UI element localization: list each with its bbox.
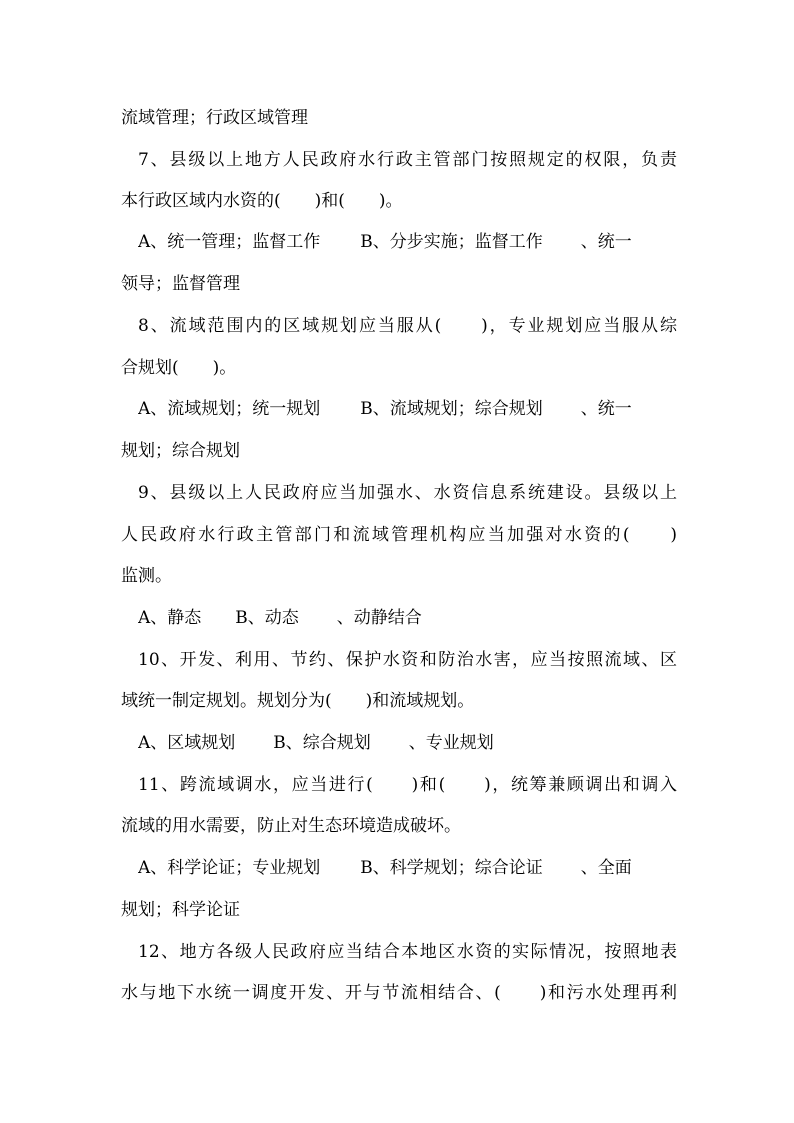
question-8-line-1: 8、流域范围内的区域规划应当服从( )，专业规划应当服从综 xyxy=(138,316,677,336)
question-11-options xyxy=(138,856,677,880)
option-b: B、分步实施；监督工作 xyxy=(360,232,543,252)
text-line: 流域管理；行政区域管理 xyxy=(121,108,308,128)
question-10-line-2: 域统一制定规划。规划分为( )和流域规划。 xyxy=(121,691,475,711)
question-12-line-1: 12、地方各级人民政府应当结合本地区水资的实际情况，按照地表 xyxy=(138,942,677,962)
question-9-options xyxy=(138,606,677,630)
question-10-options xyxy=(138,731,677,755)
question-12-line-2: 水与地下水统一调度开发、开与节流相结合、( )和污水处理再利 xyxy=(121,983,677,1003)
question-8-line-2: 合规划( )。 xyxy=(121,358,237,378)
option-c: 、统一 xyxy=(580,232,632,252)
question-7-line-1: 7、县级以上地方人民政府水行政主管部门按照规定的权限，负责 xyxy=(138,150,677,170)
question-11-line-2: 流域的用水需要，防止对生态环境造成破坏。 xyxy=(121,816,461,836)
option-a: A、区域规划 xyxy=(138,733,236,753)
option-b: B、综合规划 xyxy=(273,733,371,753)
option-c: 、专业规划 xyxy=(408,733,494,753)
option-c: 、动静结合 xyxy=(336,608,422,628)
option-c: 、统一 xyxy=(580,399,632,419)
question-7-options xyxy=(138,230,677,254)
question-9-line-2: 人民政府水行政主管部门和流域管理机构应当加强对水资的( ) xyxy=(121,525,677,545)
question-7-line-2: 本行政区域内水资的( )和( )。 xyxy=(121,191,403,211)
question-7-options-cont: 领导；监督管理 xyxy=(121,274,240,294)
question-11-options-cont: 规划；科学论证 xyxy=(121,900,240,920)
option-b: B、流域规划；综合规划 xyxy=(360,399,543,419)
question-9-line-1: 9、县级以上人民政府应当加强水、水资信息系统建设。县级以上 xyxy=(138,483,677,503)
question-8-options-cont: 规划；综合规划 xyxy=(121,441,240,461)
option-c: 、全面 xyxy=(580,858,632,878)
option-a: A、统一管理；监督工作 xyxy=(138,232,321,252)
option-b: B、动态 xyxy=(235,608,299,628)
question-9-line-3: 监测。 xyxy=(121,566,172,586)
option-a: A、流域规划；统一规划 xyxy=(138,399,321,419)
question-8-options xyxy=(138,397,677,421)
question-11-line-1: 11、跨流域调水，应当进行( )和( )，统筹兼顾调出和调入 xyxy=(138,775,677,795)
option-b: B、科学规划；综合论证 xyxy=(360,858,543,878)
question-10-line-1: 10、开发、利用、节约、保护水资和防治水害，应当按照流域、区 xyxy=(138,650,677,670)
option-a: A、静态 xyxy=(138,608,202,628)
option-a: A、科学论证；专业规划 xyxy=(138,858,321,878)
